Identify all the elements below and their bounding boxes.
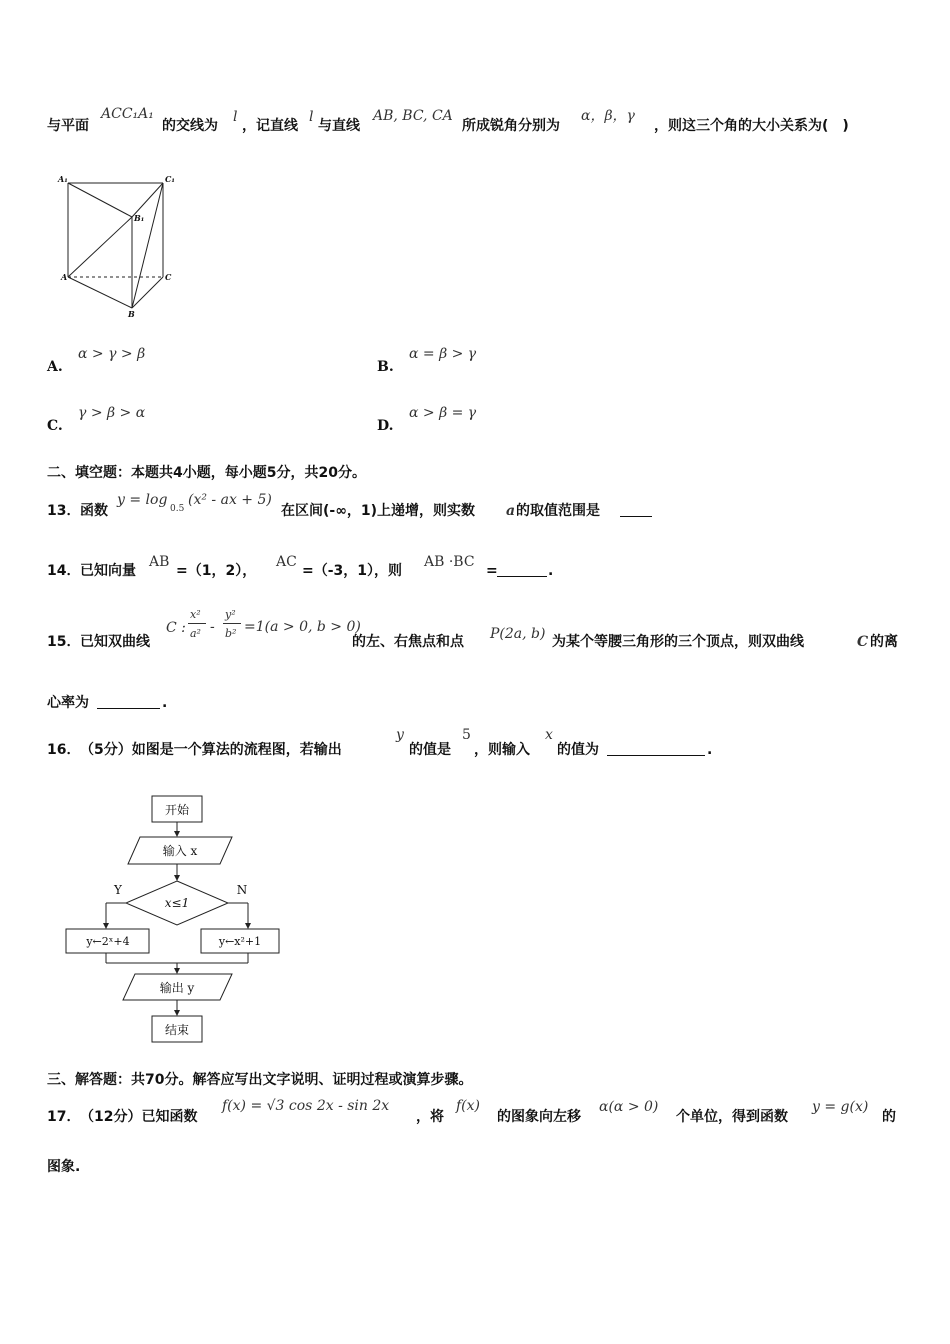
q15-line2: 心率为 (47, 695, 89, 711)
q17-number: 17． (47, 1109, 81, 1125)
label-b1: B₁ (134, 213, 145, 223)
q15-b2: b² (225, 627, 237, 640)
q15-rest: =1(a > 0, b > 0) (244, 619, 361, 635)
label-a: A (61, 272, 68, 282)
option-c-letter: C. (47, 418, 63, 434)
q17-part1: （12分）已知函数 (80, 1109, 198, 1125)
q13-a: a (506, 503, 516, 519)
q15-c: C : (166, 620, 186, 636)
q17-line2: 图象. (47, 1159, 81, 1175)
flow-yes-label: Y (114, 883, 122, 897)
q16-y: y (396, 727, 404, 743)
q16-period: . (707, 742, 713, 758)
q15-part4: 的离 (870, 634, 898, 650)
q12-plane: ACC₁A₁ (101, 106, 154, 122)
q17-fx: f(x) (456, 1098, 481, 1114)
q17-part2: ，将 (416, 1109, 444, 1125)
q13-log-base: 0.5 (170, 504, 185, 514)
q17-part3: 的图象向左移 (497, 1109, 581, 1125)
q17-func: f(x) = √3 cos 2x - sin 2x (222, 1098, 390, 1114)
option-b-letter: B. (377, 359, 394, 375)
q15-frac-bar-2 (223, 623, 241, 624)
q12-part4: 与直线 (318, 118, 360, 134)
q17-part5: 的 (882, 1109, 896, 1125)
option-c-expr: γ > β > α (78, 405, 146, 421)
option-d-letter: D. (377, 418, 394, 434)
q16-part4: 的值为 (557, 742, 599, 758)
q15-number: 15． (47, 634, 81, 650)
q12-line-l2: l (309, 109, 314, 125)
q15-part3: 为某个等腰三角形的三个顶点，则双曲线 (552, 634, 804, 650)
q15-answer-blank[interactable] (97, 694, 160, 709)
q16-part1: （5分）如图是一个算法的流程图，若输出 (80, 742, 342, 758)
q15-point-p: P(2a, b) (490, 626, 546, 642)
section2-heading: 二、填空题：本题共4小题，每小题5分，共20分。 (47, 465, 366, 481)
q16-five: 5 (462, 727, 471, 743)
q12-part3: ，记直线 (242, 118, 298, 134)
q16-x: x (545, 727, 553, 743)
q14-part2: =（1，2）， (176, 563, 257, 579)
q12-lines: AB, BC, CA (373, 108, 453, 124)
section3-heading: 三、解答题：共70分。解答应写出文字说明、证明过程或演算步骤。 (47, 1072, 473, 1088)
flowchart (60, 790, 290, 1050)
q14-vec-ab: AB (149, 554, 170, 570)
q17-part4: 个单位，得到函数 (676, 1109, 788, 1125)
q14-number: 14． (47, 563, 81, 579)
q15-minus: - (210, 619, 215, 635)
q13-number: 13． (47, 503, 81, 519)
q15-period: . (162, 695, 168, 711)
flow-input-text: 输入 x (162, 844, 198, 858)
option-a-letter: A. (47, 359, 63, 375)
flow-no-label: N (236, 883, 248, 897)
label-c1: C₁ (165, 174, 175, 184)
q13-part3: 的取值范围是 (516, 503, 600, 519)
q13-part1: 函数 (80, 503, 108, 519)
q14-part3: =（-3，1），则 (302, 563, 403, 579)
flow-cond-text: x≤1 (164, 896, 190, 910)
q16-part3: ，则输入 (474, 742, 530, 758)
q13-arg: (x² - ax + 5) (188, 492, 272, 508)
q15-frac-bar-1 (188, 623, 206, 624)
q14-vec-ac: AC (276, 554, 297, 570)
q16-number: 16． (47, 742, 81, 758)
label-c: C (165, 272, 172, 282)
q12-line-l: l (233, 109, 238, 125)
q17-g: y = g(x) (812, 1099, 869, 1115)
q15-part2: 的左、右焦点和点 (352, 634, 464, 650)
q14-part4: = (486, 563, 498, 579)
flow-right-text: y←x²+1 (218, 935, 262, 948)
q16-part2: 的值是 (409, 742, 451, 758)
label-b: B (128, 309, 135, 319)
q15-a2: a² (190, 627, 201, 640)
q12-part6: ，则这三个角的大小关系为( ) (654, 118, 849, 134)
flow-end-text: 结束 (164, 1023, 190, 1037)
q15-part1: 已知双曲线 (80, 634, 150, 650)
flow-left-text: y←2ˣ+4 (86, 935, 130, 948)
flow-start-text: 开始 (164, 803, 190, 817)
q13-part2: 在区间(-∞，1)上递增，则实数 (281, 503, 476, 519)
q14-answer-blank[interactable] (497, 562, 547, 577)
q15-x2: x² (190, 608, 201, 621)
q17-alpha: α(α > 0) (599, 1099, 659, 1115)
option-a-expr: α > γ > β (78, 346, 146, 362)
q13-func: y = log (117, 492, 168, 508)
q14-dot: AB ·BC (424, 554, 475, 570)
label-a1: A₁ (58, 174, 68, 184)
option-b-expr: α = β > γ (409, 346, 477, 362)
q12-part2: 的交线为 (162, 118, 218, 134)
q15-C: C (857, 634, 869, 650)
q13-answer-blank[interactable] (620, 502, 652, 517)
q14-part1: 已知向量 (80, 563, 136, 579)
q12-part5: 所成锐角分别为 (462, 118, 560, 134)
prism-figure (55, 170, 185, 320)
q14-period: . (548, 563, 554, 579)
q12-angles: α，β，γ (581, 108, 635, 124)
q12-part1: 与平面 (47, 118, 89, 134)
q15-y2: y² (225, 608, 236, 621)
option-d-expr: α > β = γ (409, 405, 477, 421)
q16-answer-blank[interactable] (607, 741, 705, 756)
flow-output-text: 输出 y (159, 981, 195, 995)
